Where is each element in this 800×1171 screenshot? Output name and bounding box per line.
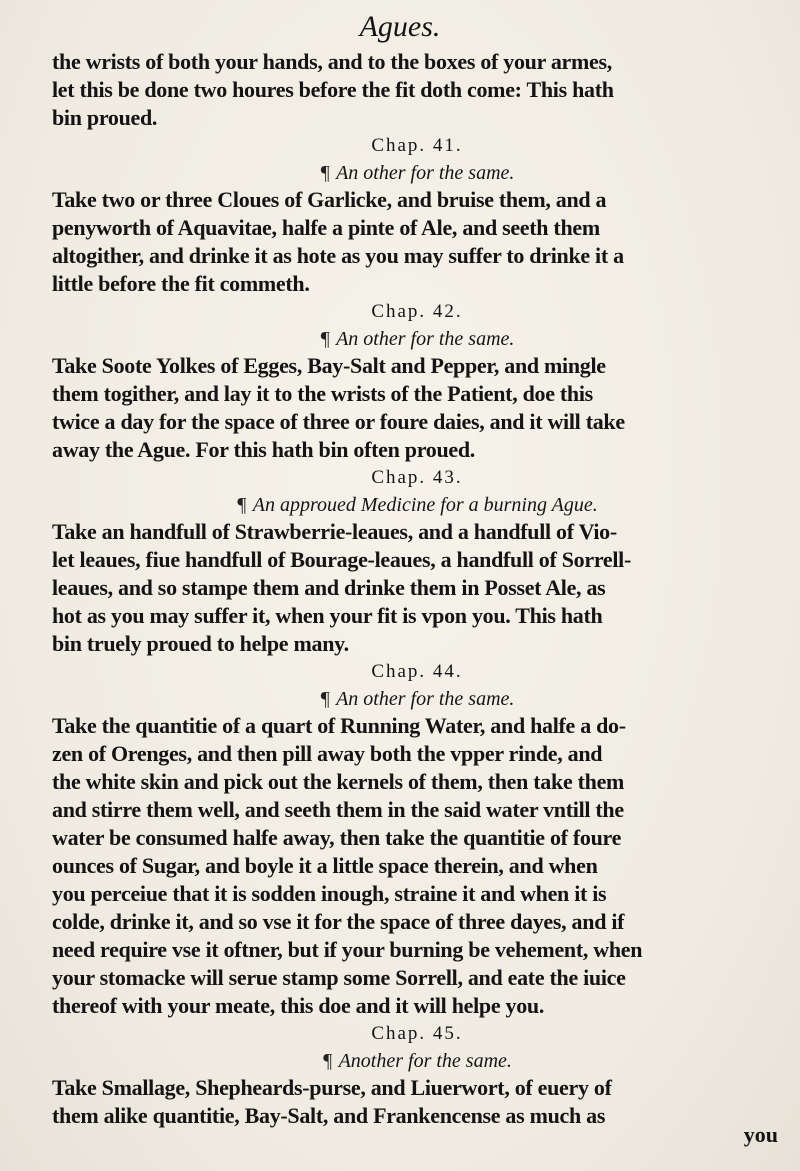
section-title: ¶ An other for the same.	[319, 162, 515, 184]
chapter-heading: Chap. 44.	[371, 661, 463, 682]
section-title: ¶ An approued Medicine for a burning Ague.	[236, 494, 598, 516]
body-line: thereof with your meate, this doe and it will helpe you.	[52, 993, 545, 1018]
body-line: bin truely proued to helpe many.	[52, 631, 349, 656]
body-line: leaues, and so stampe them and drinke them in Posset Ale, as	[52, 575, 606, 600]
body-line: ounces of Sugar, and boyle it a little space therein, and when	[52, 853, 598, 878]
body-line: penyworth of Aquavitae, halfe a pinte of Ale, and seeth them	[52, 215, 600, 240]
body-line: away the Ague. For this hath bin often proued.	[52, 437, 475, 462]
body-line: Take two or three Cloues of Garlicke, and bruise them, and a	[52, 187, 607, 212]
body-line: them alike quantitie, Bay-Salt, and Frankencense as much as	[52, 1103, 606, 1128]
body-line: your stomacke will serue stamp some Sorrell, and eate the iuice	[52, 965, 626, 990]
intro-line: let this be done two houres before the fit doth come: This hath	[52, 77, 614, 102]
body-line: altogither, and drinke it as hote as you may suffer to drinke it a	[52, 243, 624, 268]
body-line: colde, drinke it, and so vse it for the space of three dayes, and if	[52, 909, 625, 934]
body-line: and stirre them well, and seeth them in the said water vntill the	[52, 797, 624, 822]
pilcrow-icon: ¶	[319, 688, 331, 710]
body-line: need require vse it oftner, but if your burning be vehement, when	[52, 937, 643, 962]
body-line: water be consumed halfe away, then take the quantitie of foure	[52, 825, 622, 850]
body-line: little before the fit commeth.	[52, 271, 310, 296]
pilcrow-icon: ¶	[236, 494, 247, 516]
body-line: Take Soote Yolkes of Egges, Bay-Salt and Pepper, and mingle	[52, 353, 606, 378]
catchword: you	[743, 1122, 778, 1147]
section-title: ¶ An other for the same.	[319, 688, 515, 710]
pilcrow-icon: ¶	[322, 1050, 333, 1072]
body-line: them togither, and lay it to the wrists of the Patient, doe this	[52, 381, 593, 406]
chapter-heading: Chap. 45.	[371, 1023, 463, 1044]
body-line: let leaues, fiue handfull of Bourage-leaues, a handfull of Sorrell-	[52, 547, 632, 572]
pilcrow-icon: ¶	[319, 328, 331, 350]
body-line: the white skin and pick out the kernels of them, then take them	[52, 769, 625, 794]
body-line: hot as you may suffer it, when your fit is vpon you. This hath	[52, 603, 603, 628]
section-title: ¶ An other for the same.	[319, 328, 515, 350]
intro-line: the wrists of both your hands, and to the boxes of your armes,	[52, 49, 612, 74]
running-head: Agues.	[359, 10, 441, 43]
chapter-heading: Chap. 42.	[371, 301, 463, 322]
pilcrow-icon: ¶	[319, 162, 331, 184]
section-title: ¶ Another for the same.	[322, 1050, 512, 1072]
body-line: Take Smallage, Shepheards-purse, and Liuerwort, of euery of	[52, 1075, 612, 1100]
body-line: Take an handfull of Strawberrie-leaues, and a handfull of Vio-	[52, 519, 617, 544]
body-line: you perceiue that it is sodden inough, straine it and when it is	[52, 881, 607, 906]
intro-line: bin proued.	[52, 105, 158, 130]
chapter-heading: Chap. 43.	[371, 467, 463, 488]
chapter-heading: Chap. 41.	[371, 135, 463, 156]
text-block	[52, 48, 782, 1130]
body-line: twice a day for the space of three or foure daies, and it will take	[52, 409, 625, 434]
body-line: zen of Orenges, and then pill away both the vpper rinde, and	[52, 741, 603, 766]
body-line: Take the quantitie of a quart of Running Water, and halfe a do-	[52, 713, 626, 738]
